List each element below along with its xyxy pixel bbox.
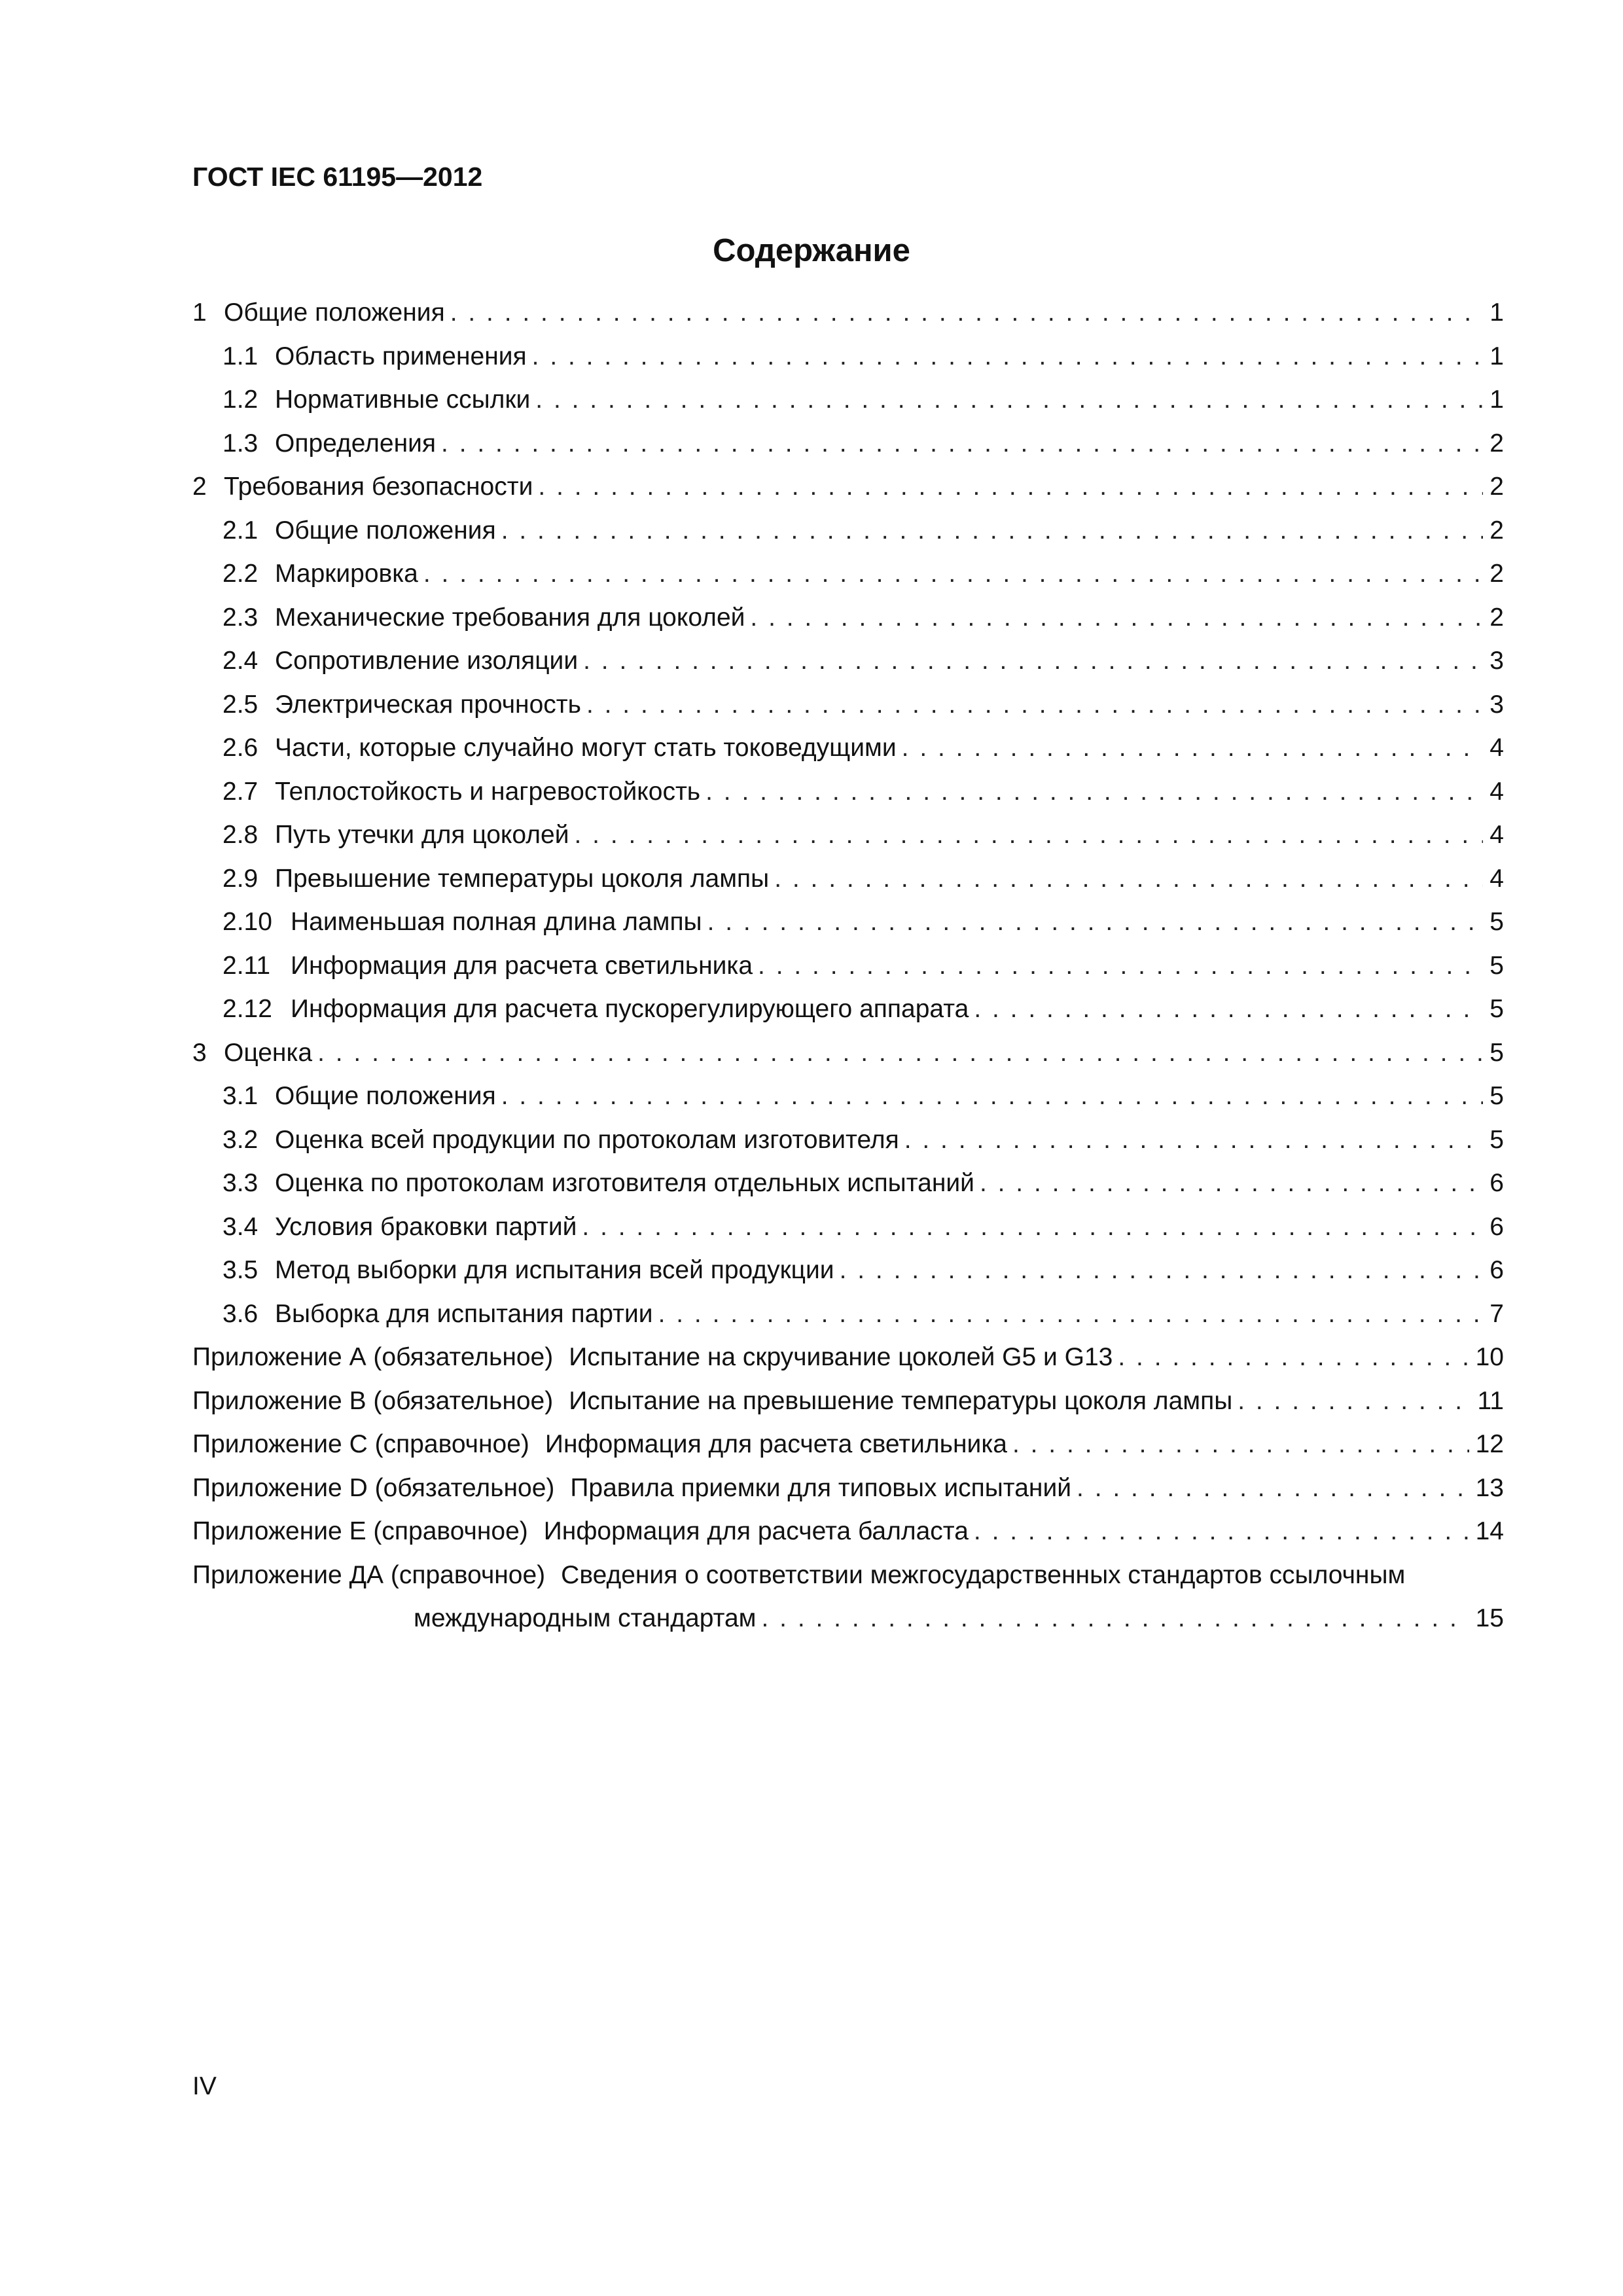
toc-entry-number: 2.1 — [223, 516, 259, 545]
toc-entry-page: 6 — [1489, 1212, 1504, 1241]
toc-entry[interactable] — [192, 992, 1504, 1036]
toc-entry-page: 12 — [1475, 1430, 1504, 1458]
toc-entry-number: 2.3 — [223, 603, 259, 632]
toc-entry-title: Общие положения — [224, 298, 445, 327]
toc-entry-page: 6 — [1489, 1169, 1504, 1197]
toc-entry-number: 3.4 — [223, 1212, 259, 1241]
toc-leader-dots — [575, 818, 1484, 852]
toc-entry-page: 5 — [1489, 951, 1504, 980]
toc-entry-title: Нормативные ссылки — [275, 386, 531, 414]
toc-entry-title: Область применения — [275, 342, 527, 370]
toc-entry-title: Испытание на превышение температуры цоколя лампы — [569, 1386, 1233, 1415]
toc-leader-dots — [501, 1079, 1483, 1113]
toc-leader-dots — [582, 1210, 1483, 1244]
toc-entry-page: 4 — [1489, 821, 1504, 849]
toc-entry-appendix[interactable] — [192, 1340, 1504, 1384]
toc-appendix-label: Приложение В (обязательное) — [192, 1386, 554, 1415]
toc-entry-title: Информация для расчета светильника — [291, 951, 753, 980]
toc-entry-page: 2 — [1489, 603, 1504, 632]
toc-entry-title: Информация для расчета балласта — [543, 1517, 969, 1545]
toc-entry-number: 2.4 — [223, 647, 259, 675]
toc-leader-dots — [750, 601, 1483, 635]
toc-entry-page: 2 — [1489, 560, 1504, 588]
toc-entry-number: 3.3 — [223, 1169, 259, 1197]
toc-entry-title: Механические требования для цоколей — [275, 603, 745, 632]
toc-entry-page: 10 — [1475, 1343, 1504, 1371]
toc-leader-dots — [535, 383, 1483, 417]
toc-entry-number: 3.1 — [223, 1082, 259, 1110]
toc-entry-number: 2.7 — [223, 777, 259, 806]
toc-entry-title: Оценка всей продукции по протоколам изготовителя — [275, 1125, 899, 1154]
toc-appendix-label: Приложение А (обязательное) — [192, 1343, 554, 1371]
toc-entry-title: Наименьшая полная длина лампы — [291, 908, 702, 936]
toc-leader-dots — [317, 1036, 1483, 1070]
toc-entry-number: 2.12 — [223, 995, 272, 1023]
toc-appendix-label: Приложение Е (справочное) — [192, 1517, 528, 1545]
toc-entry-page: 5 — [1489, 1038, 1504, 1067]
toc-entry-page: 7 — [1489, 1299, 1504, 1328]
toc-entry-page: 2 — [1489, 429, 1504, 457]
toc-entry-title: Теплостойкость и нагревостойкость — [275, 777, 701, 806]
document-header: ГОСТ IEC 61195—2012 — [192, 162, 483, 192]
toc-entry-title-continuation: международным стандартам — [414, 1604, 757, 1632]
toc-entry[interactable] — [192, 427, 1504, 471]
toc-entry-appendix-continuation[interactable] — [192, 1602, 1504, 1645]
toc-entry[interactable] — [192, 1166, 1504, 1210]
page-number: IV — [192, 2072, 217, 2100]
toc-title: Содержание — [713, 233, 910, 268]
toc-entry-page: 11 — [1477, 1386, 1504, 1415]
toc-entry-title: Правила приемки для типовых испытаний — [570, 1473, 1072, 1502]
toc-leader-dots — [532, 340, 1483, 374]
toc-entry[interactable] — [192, 601, 1504, 645]
toc-entry[interactable] — [192, 383, 1504, 427]
toc-entry-number: 2.6 — [223, 734, 259, 762]
toc-leader-dots — [658, 1297, 1483, 1331]
toc-entry-number: 3 — [192, 1038, 207, 1067]
toc-entry[interactable] — [192, 688, 1504, 732]
toc-entry-page: 4 — [1489, 864, 1504, 893]
toc-entry-number: 2.2 — [223, 560, 259, 588]
toc-entry-title: Условия браковки партий — [275, 1212, 577, 1241]
toc-leader-dots — [904, 1123, 1483, 1157]
toc-entry-title: Оценка по протоколам изготовителя отдельных испытаний — [275, 1169, 974, 1197]
toc-entry-number: 1.3 — [223, 429, 259, 457]
toc-entry[interactable] — [192, 1036, 1504, 1080]
toc-entry[interactable] — [192, 775, 1504, 819]
toc-entry-page: 6 — [1489, 1256, 1504, 1284]
toc-entry[interactable] — [192, 949, 1504, 993]
toc-entry-page: 1 — [1489, 298, 1504, 327]
toc-leader-dots — [586, 688, 1483, 722]
toc-entry-title: Информация для расчета пускорегулирующего аппарата — [291, 995, 969, 1023]
toc-leader-dots — [423, 557, 1483, 591]
toc-leader-dots — [501, 514, 1483, 548]
toc-entry-page: 14 — [1475, 1517, 1504, 1545]
toc-entry-page: 2 — [1489, 516, 1504, 545]
toc-entry-title: Оценка — [224, 1038, 313, 1067]
toc-leader-dots — [707, 905, 1483, 939]
toc-entry-title: Испытание на скручивание цоколей G5 и G13 — [569, 1343, 1113, 1371]
toc-entry-page: 3 — [1489, 647, 1504, 675]
toc-appendix-label: Приложение D (обязательное) — [192, 1473, 555, 1502]
toc-entry-title: Части, которые случайно могут стать токоведущими — [275, 734, 897, 762]
toc-entry-number: 2.10 — [223, 908, 272, 936]
toc-entry[interactable] — [192, 557, 1504, 601]
toc-entry-title: Определения — [275, 429, 437, 457]
toc-appendix-label: Приложение ДА (справочное) — [192, 1560, 546, 1589]
toc-entry[interactable] — [192, 514, 1504, 558]
toc-entry-page: 5 — [1489, 1125, 1504, 1154]
toc-entry-page: 1 — [1489, 342, 1504, 370]
toc-leader-dots — [1012, 1427, 1469, 1462]
toc-leader-dots — [441, 427, 1483, 461]
toc-leader-dots — [1077, 1471, 1469, 1505]
toc-entry-number: 3.6 — [223, 1299, 259, 1328]
toc-entry-page: 2 — [1489, 473, 1504, 501]
toc-entry-page: 4 — [1489, 777, 1504, 806]
toc-entry-appendix[interactable] — [192, 1515, 1504, 1558]
toc-entry[interactable] — [192, 644, 1504, 688]
toc-entry[interactable] — [192, 296, 1504, 340]
toc-entry-title: Сопротивление изоляции — [275, 647, 579, 675]
toc-entry-title: Требования безопасности — [224, 473, 533, 501]
toc-entry-appendix[interactable] — [192, 1427, 1504, 1471]
toc-entry-page: 5 — [1489, 1082, 1504, 1110]
toc-leader-dots — [1118, 1340, 1469, 1374]
toc-leader-dots — [974, 992, 1483, 1026]
toc-entry-title: Электрическая прочность — [275, 690, 581, 719]
toc-entry[interactable] — [192, 1123, 1504, 1167]
toc-entry[interactable] — [192, 1297, 1504, 1341]
toc-entry[interactable] — [192, 1253, 1504, 1297]
toc-leader-dots — [705, 775, 1483, 809]
toc-entry[interactable] — [192, 470, 1504, 514]
toc-entry[interactable] — [192, 905, 1504, 949]
toc-leader-dots — [980, 1166, 1483, 1200]
toc-entry-appendix[interactable] — [192, 1384, 1504, 1428]
toc-entry-title: Превышение температуры цоколя лампы — [275, 864, 770, 893]
toc-entry-number: 1 — [192, 298, 207, 327]
toc-leader-dots — [583, 644, 1483, 678]
toc-entry-page: 1 — [1489, 386, 1504, 414]
toc-entry-page: 5 — [1489, 995, 1504, 1023]
toc-entry-page: 13 — [1475, 1473, 1504, 1502]
toc-entry-page: 3 — [1489, 690, 1504, 719]
table-of-contents — [192, 296, 1504, 1645]
toc-entry-title: Выборка для испытания партии — [275, 1299, 653, 1328]
toc-entry-appendix[interactable] — [192, 1558, 1504, 1602]
toc-entry-number: 1.2 — [223, 386, 259, 414]
toc-entry-title: Общие положения — [275, 1082, 496, 1110]
toc-entry[interactable] — [192, 1079, 1504, 1123]
toc-entry-page: 15 — [1475, 1604, 1504, 1632]
toc-entry-number: 2 — [192, 473, 207, 501]
toc-entry[interactable] — [192, 340, 1504, 384]
toc-entry-title: Информация для расчета светильника — [544, 1430, 1007, 1458]
toc-leader-dots — [538, 470, 1483, 504]
toc-entry-title: Сведения о соответствии межгосударственных стандартов ссылочным — [561, 1560, 1406, 1589]
toc-entry-appendix[interactable] — [192, 1471, 1504, 1515]
toc-leader-dots — [762, 1602, 1469, 1636]
toc-entry[interactable] — [192, 731, 1504, 775]
toc-entry-title: Общие положения — [275, 516, 496, 545]
toc-entry-page: 5 — [1489, 908, 1504, 936]
toc-entry-title: Путь утечки для цоколей — [275, 821, 569, 849]
toc-leader-dots — [902, 731, 1483, 765]
toc-leader-dots — [758, 949, 1483, 983]
toc-entry[interactable] — [192, 818, 1504, 862]
toc-entry-page: 4 — [1489, 734, 1504, 762]
toc-entry-number: 2.8 — [223, 821, 259, 849]
toc-entry-number: 2.9 — [223, 864, 259, 893]
toc-entry-title: Маркировка — [275, 560, 418, 588]
toc-entry-title: Метод выборки для испытания всей продукции — [275, 1256, 834, 1284]
toc-entry-number: 3.2 — [223, 1125, 259, 1154]
toc-leader-dots — [450, 296, 1483, 330]
toc-entry-number: 1.1 — [223, 342, 259, 370]
toc-leader-dots — [840, 1253, 1483, 1287]
toc-leader-dots — [974, 1515, 1469, 1549]
toc-entry-number: 3.5 — [223, 1256, 259, 1284]
toc-leader-dots — [1238, 1384, 1471, 1418]
toc-entry[interactable] — [192, 1210, 1504, 1254]
toc-leader-dots — [774, 862, 1483, 896]
toc-entry-number: 2.11 — [223, 951, 271, 980]
toc-entry[interactable] — [192, 862, 1504, 906]
toc-entry-number: 2.5 — [223, 690, 259, 719]
toc-appendix-label: Приложение С (справочное) — [192, 1430, 529, 1458]
